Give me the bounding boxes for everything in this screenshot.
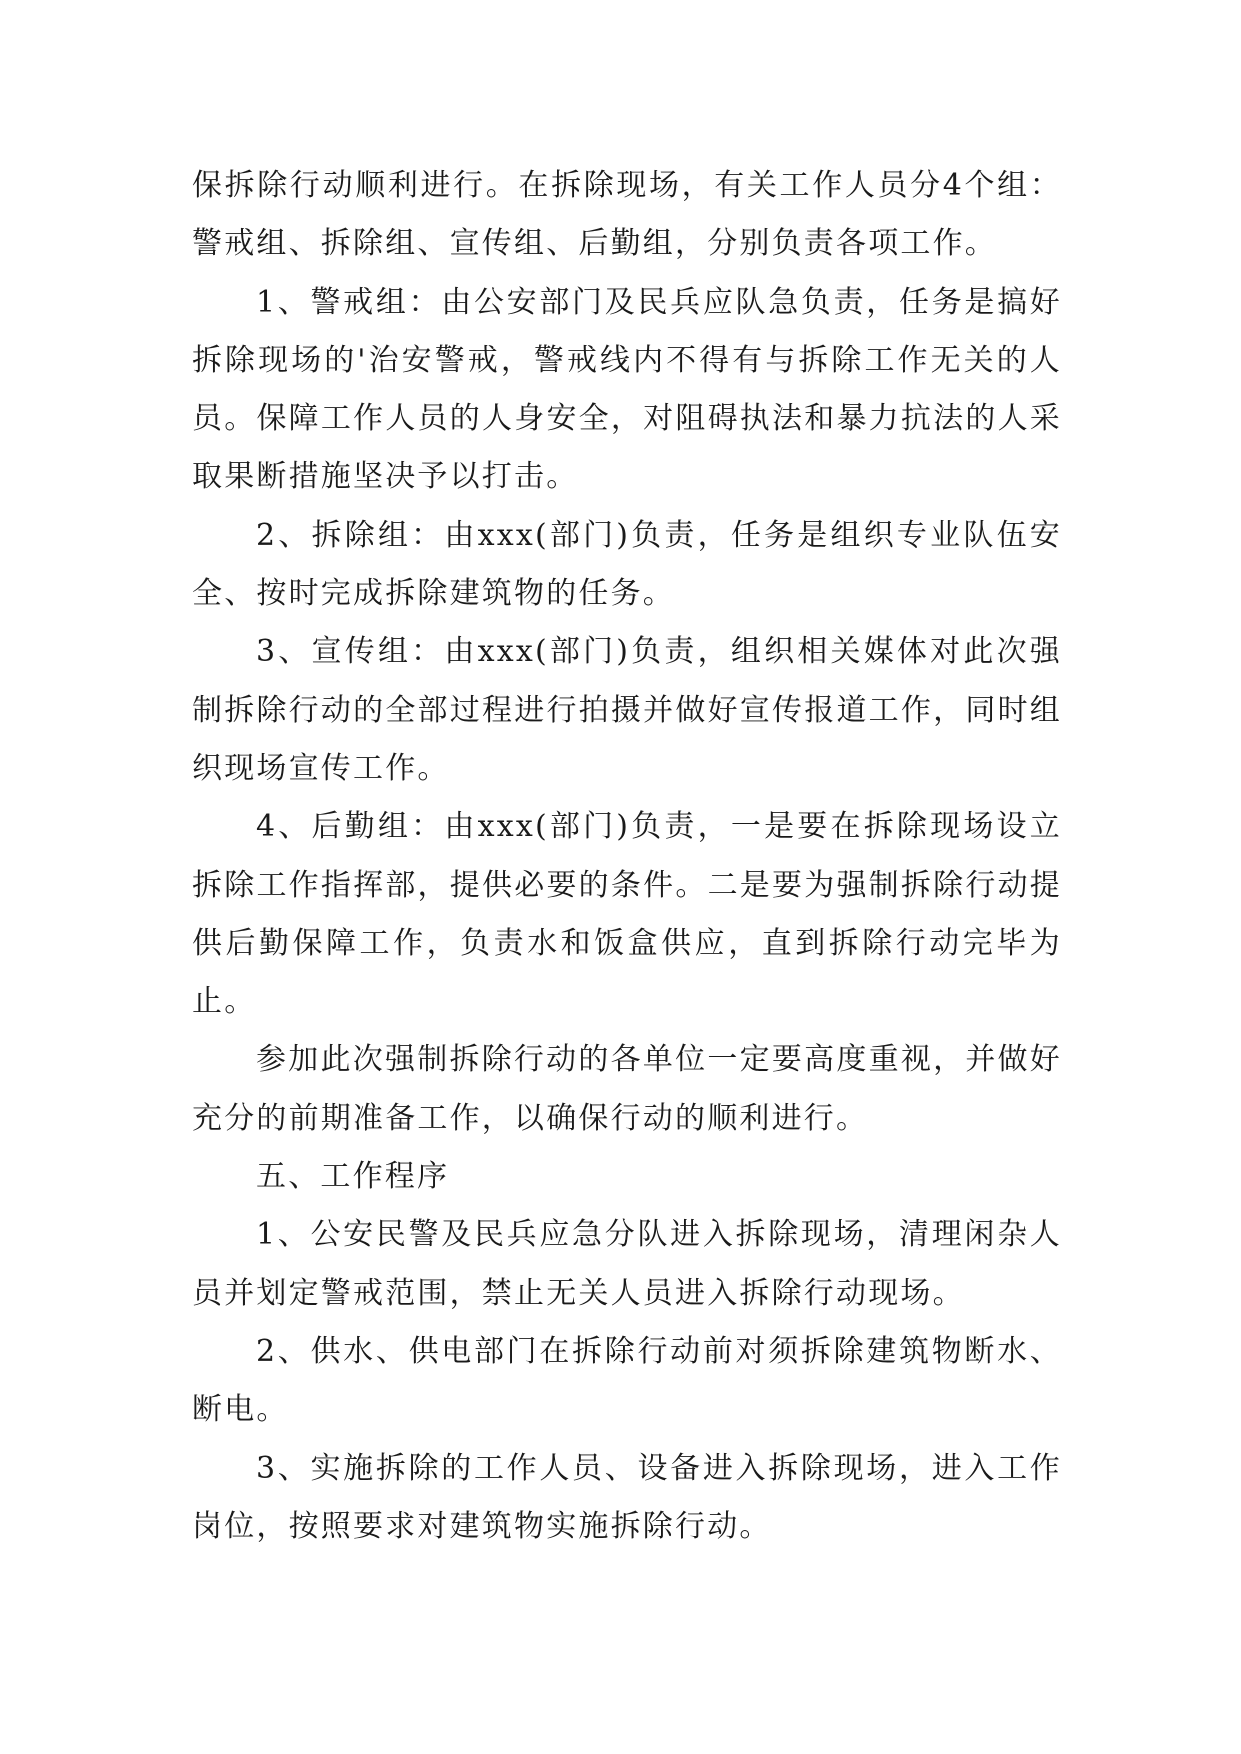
document-body (192, 157, 1062, 1556)
paragraph-procedure-step-1: 1、公安民警及民兵应急分队进入拆除现场，清理闲杂人员并划定警戒范围，禁止无关人员进入拆除行动现场。 (192, 1217, 1062, 1311)
paragraph-procedure-step-2: 2、供水、供电部门在拆除行动前对须拆除建筑物断水、断电。 (192, 1333, 1062, 1428)
paragraph-procedure-step-3: 3、实施拆除的工作人员、设备进入拆除现场，进入工作岗位，按照要求对建筑物实施拆除行动。 (192, 1450, 1062, 1544)
paragraph-publicity-group: 3、宣传组：由xxx(部门)负责，组织相关媒体对此次强制拆除行动的全部过程进行拍摄并做好宣传报道工作，同时组织现场宣传工作。 (192, 634, 1062, 786)
paragraph-guard-group: 1、警戒组：由公安部门及民兵应队急负责，任务是搞好拆除现场的'治安警戒，警戒线内不得有与拆除工作无关的人员。保障工作人员的人身安全，对阻碍执法和暴力抗法的人采取果断措施坚决予以打击。 (192, 284, 1062, 495)
paragraph-intro-groups: 保拆除行动顺利进行。在拆除现场，有关工作人员分4个组：警戒组、拆除组、宣传组、后勤组，分别负责各项工作。 (192, 168, 1062, 262)
section-heading-work-procedure: 五、工作程序 (256, 1159, 450, 1195)
paragraph-demolition-group: 2、拆除组：由xxx(部门)负责，任务是组织专业队伍安全、按时完成拆除建筑物的任务。 (192, 517, 1062, 612)
paragraph-logistics-group: 4、后勤组：由xxx(部门)负责，一是要在拆除现场设立拆除工作指挥部，提供必要的条件。二是要为强制拆除行动提供后勤保障工作，负责水和饭盒供应，直到拆除行动完毕为止。 (192, 809, 1062, 1020)
paragraph-participating-units: 参加此次强制拆除行动的各单位一定要高度重视，并做好充分的前期准备工作，以确保行动的顺利进行。 (192, 1042, 1062, 1136)
